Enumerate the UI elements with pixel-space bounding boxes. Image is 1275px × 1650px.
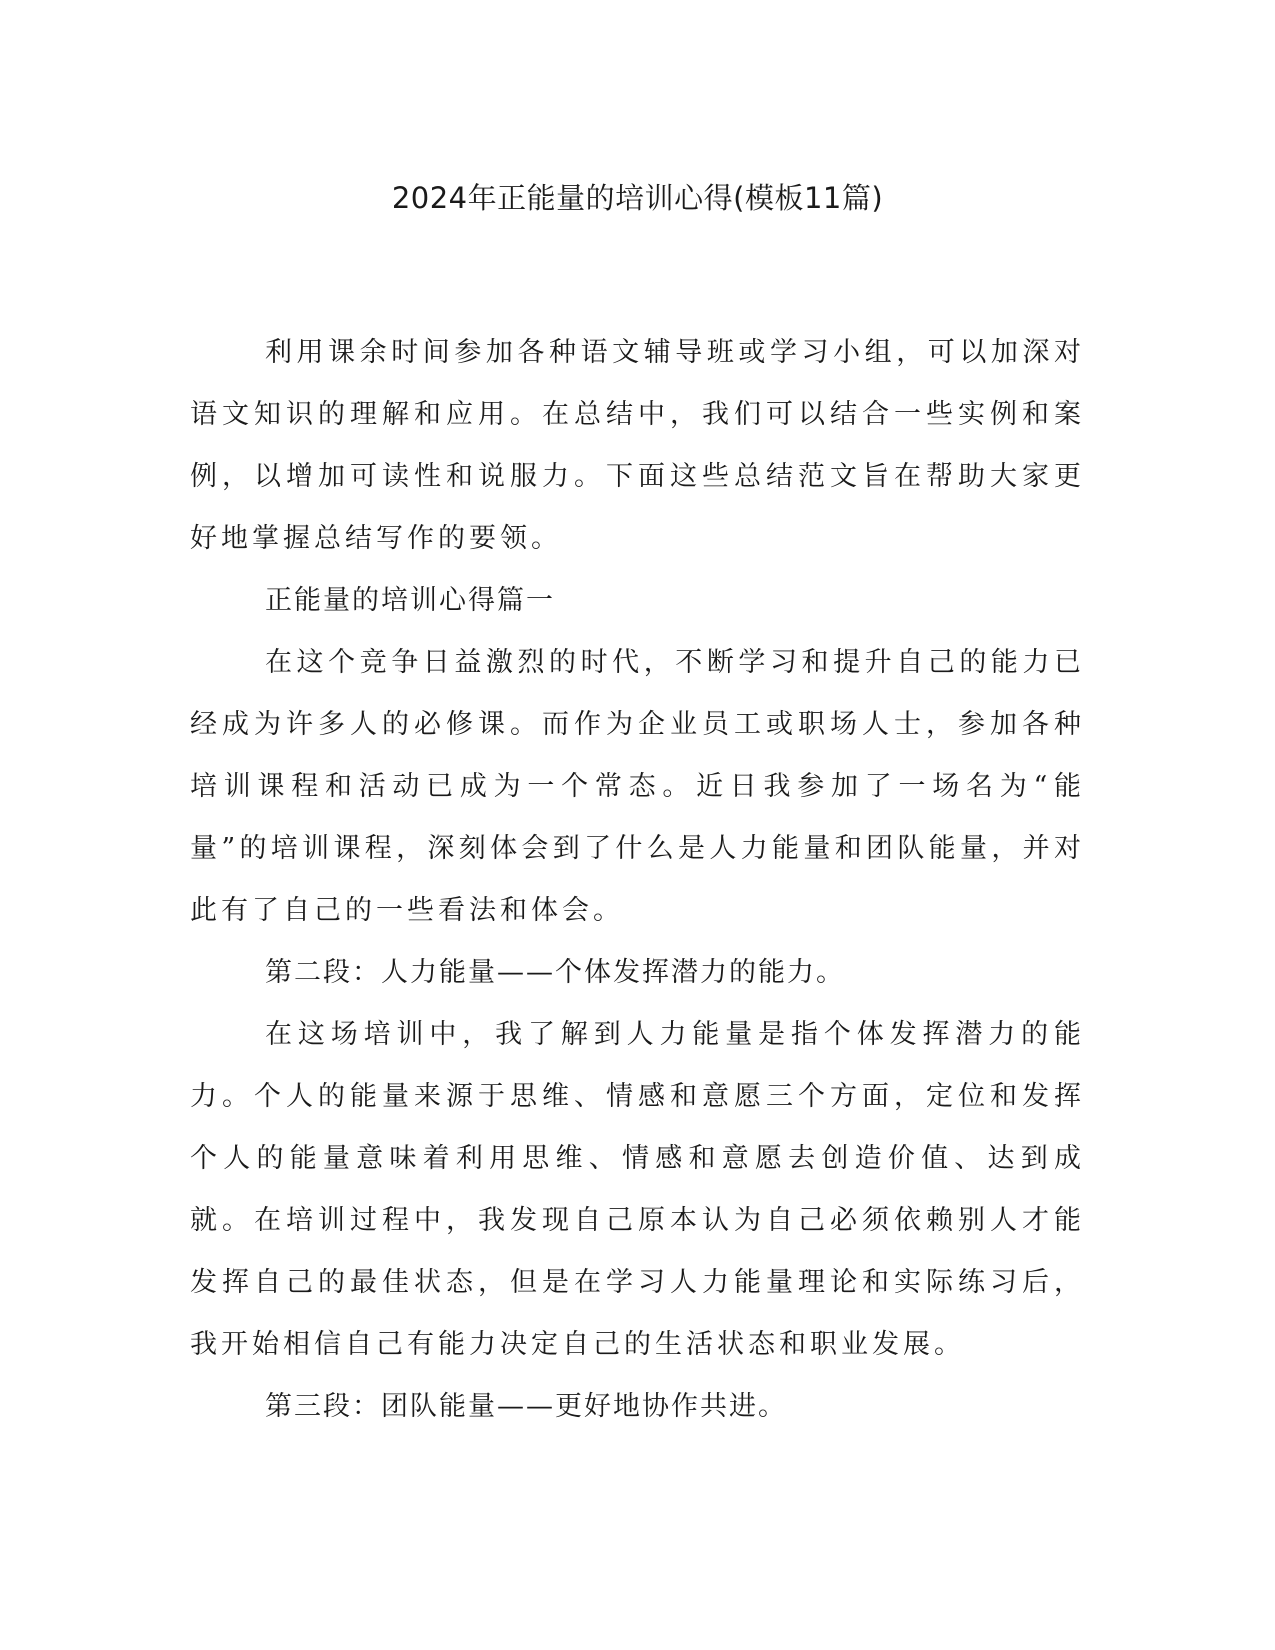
document-body — [190, 322, 1085, 1438]
section-heading-second: 第二段：人力能量——个体发挥潜力的能力。 — [265, 957, 845, 988]
body-paragraph-second: 在这场培训中，我了解到人力能量是指个体发挥潜力的能力。个人的能量来源于思维、情感和意愿三个方面，定位和发挥个人的能量意味着利用思维、情感和意愿去创造价值、达到成就。在培训过程中，我发现自己原本认为自己必须依赖别人才能发挥自己的最佳状态，但是在学习人力能量理论和实际练习后，我开始相信自己有能力决定自己的生活状态和职业发展。 — [190, 1019, 1085, 1360]
section-heading-part-one: 正能量的培训心得篇一 — [265, 585, 555, 616]
intro-paragraph: 利用课余时间参加各种语文辅导班或学习小组，可以加深对语文知识的理解和应用。在总结中，我们可以结合一些实例和案例，以增加可读性和说服力。下面这些总结范文旨在帮助大家更好地掌握总结写作的要领。 — [190, 337, 1085, 554]
document-title: 2024年正能量的培训心得(模板11篇) — [391, 181, 884, 215]
body-paragraph-first: 在这个竞争日益激烈的时代，不断学习和提升自己的能力已经成为许多人的必修课。而作为企业员工或职场人士，参加各种培训课程和活动已成为一个常态。近日我参加了一场名为“能量”的培训课程，深刻体会到了什么是人力能量和团队能量，并对此有了自己的一些看法和体会。 — [190, 647, 1085, 926]
section-heading-third: 第三段：团队能量——更好地协作共进。 — [265, 1391, 787, 1422]
